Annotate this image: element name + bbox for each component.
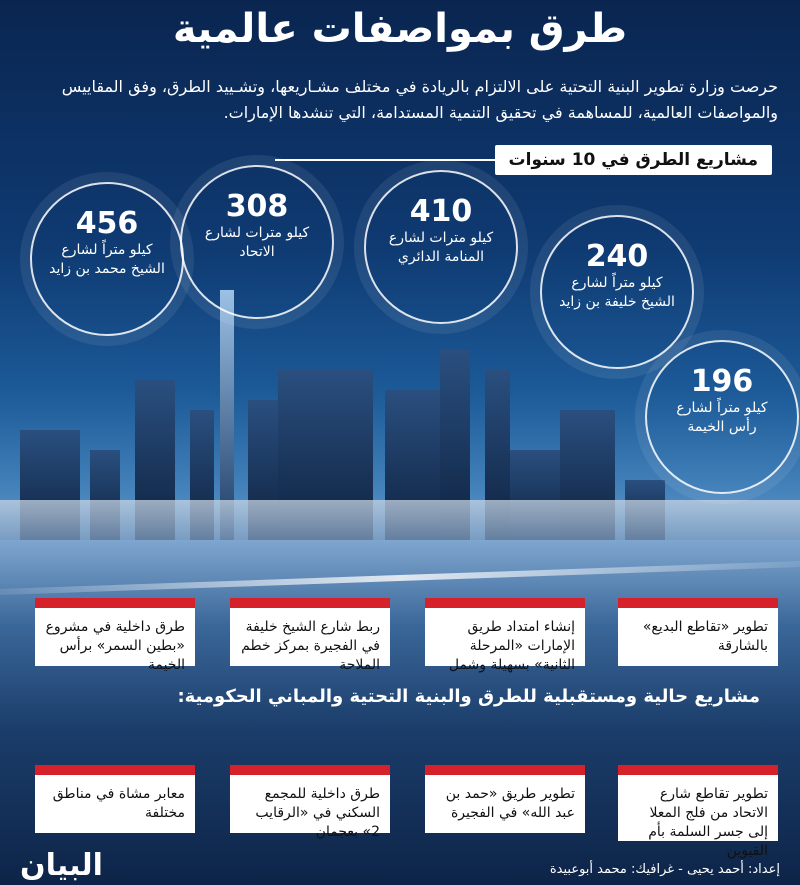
stat-label: كيلو متراً لشارع الشيخ خليفة بن زايد xyxy=(559,275,675,310)
stat-circle xyxy=(540,215,694,369)
stat-number: 308 xyxy=(225,189,289,224)
stat-label: كيلو مترات لشارع الاتحاد xyxy=(204,225,310,260)
stat-number: 240 xyxy=(585,239,649,274)
stat-label: كيلو متراً لشارع رأس الخيمة xyxy=(676,400,768,435)
section-label-10-years: مشاريع الطرق في 10 سنوات xyxy=(495,145,772,175)
credits: إعداد: أحمد يحيى - غرافيك: محمد أبوعبيدة xyxy=(549,862,780,877)
page-title: طرق بمواصفات عالمية xyxy=(172,6,628,52)
publisher-logo: البيان xyxy=(20,848,103,883)
stat-number: 410 xyxy=(409,194,473,229)
project-card: تطوير تقاطع شارع الاتحاد من فلج المعلا إلى جسر السلمة بأم القيوين xyxy=(618,765,778,841)
stat-number: 456 xyxy=(75,206,139,241)
section-heading-projects: مشاريع حالية ومستقبلية للطرق والبنية التحتية والمباني الحكومية: xyxy=(177,686,760,707)
stat-number: 196 xyxy=(690,364,754,399)
project-card: ربط شارع الشيخ خليفة في الفجيرة بمركز خطم الملاحة xyxy=(230,598,390,666)
stat-circle xyxy=(645,340,799,494)
project-card: معابر مشاة في مناطق مختلفة xyxy=(35,765,195,833)
project-card: تطوير طريق «حمد بن عبد الله» في الفجيرة xyxy=(425,765,585,833)
project-card: طرق داخلية للمجمع السكني في «الرقايب 2» بعجمان xyxy=(230,765,390,833)
project-card: طرق داخلية في مشروع «بطين السمر» برأس الخيمة xyxy=(35,598,195,666)
stat-circle xyxy=(364,170,518,324)
project-card: تطوير «تقاطع البديع» بالشارقة xyxy=(618,598,778,666)
stat-circle xyxy=(180,165,334,319)
intro-paragraph: حرصت وزارة تطوير البنية التحتية على الالتزام بالريادة في مختلف مشـاريعها، وتشـييد الطرق، وفق المقاييس والمواصفات العالمية، للمساهمة في تحقيق التنمية المستدامة، التي تنشدها الإمارات. xyxy=(61,77,778,122)
project-card: إنشاء امتداد طريق الإمارات «المرحلة الثانية» بسهيلة وشمل xyxy=(425,598,585,666)
stat-circle xyxy=(30,182,184,336)
stat-label: كيلو مترات لشارع المنامة الدائري xyxy=(388,230,494,265)
stat-label: كيلو متراً لشارع الشيخ محمد بن زايد xyxy=(49,242,165,277)
